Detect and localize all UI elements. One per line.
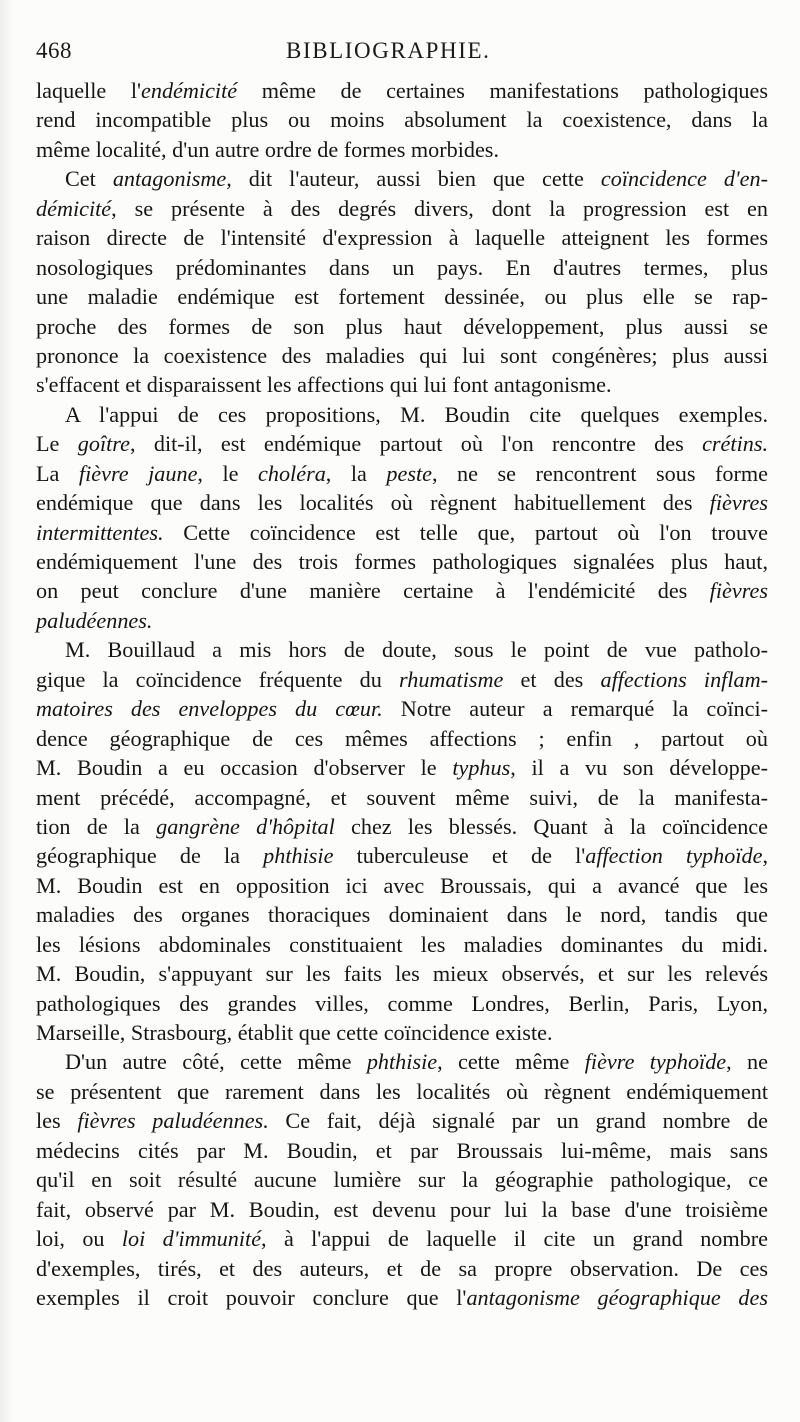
text-line xyxy=(36,400,768,429)
text-line xyxy=(36,841,768,870)
text-line xyxy=(36,1283,768,1312)
text-run: , ne se rencontrent sous forme xyxy=(431,460,768,486)
text-run: endémique que dans les localités où règnent habituellement des xyxy=(36,490,710,516)
text-line xyxy=(36,959,768,988)
page-number: 468 xyxy=(36,38,72,63)
text-line xyxy=(36,370,768,399)
text-run: M. Boudin est en opposition ici avec Broussais, qui a avancé que les xyxy=(36,872,768,898)
italic-term: affections inflam- xyxy=(600,666,768,692)
text-line xyxy=(36,547,768,576)
text-run: les lésions abdominales constituaient les maladies dominantes du midi. xyxy=(36,931,768,957)
text-line xyxy=(36,812,768,841)
text-run: proche des formes de son plus haut développement, plus aussi se xyxy=(36,313,768,339)
text-run: qu'il en soit résulté aucune lumière sur la géographie pathologique, ce xyxy=(36,1167,768,1193)
text-run: les xyxy=(36,1108,78,1134)
text-run: tion de la xyxy=(36,813,157,839)
text-line xyxy=(36,606,768,635)
text-run: d'exemples, tirés, et des auteurs, et de sa propre observation. De ces xyxy=(36,1255,768,1281)
italic-term: peste xyxy=(386,460,432,486)
text-line xyxy=(36,164,768,193)
italic-term: coïncidence d'en- xyxy=(600,166,768,192)
text-run: endémiquement l'une des trois formes pathologiques signalées plus haut, xyxy=(36,549,768,574)
text-run: tuberculeuse et de l' xyxy=(333,843,586,869)
text-line xyxy=(36,900,768,929)
text-line xyxy=(36,429,768,458)
text-run: Marseille, Strasbourg, établit que cette coïncidence existe. xyxy=(36,1020,553,1045)
text-run: D'un autre côté, cette même xyxy=(65,1049,367,1075)
italic-term: intermittentes. xyxy=(36,519,164,545)
text-run: géographique de la xyxy=(36,843,264,869)
text-run: , xyxy=(762,843,768,869)
text-run: , se présente à des degrés divers, dont la progression est en xyxy=(111,195,768,221)
italic-term: fièvres paludéennes. xyxy=(77,1108,269,1134)
text-line xyxy=(36,312,768,341)
text-run: , il a vu son développe- xyxy=(510,755,768,781)
text-run: , le xyxy=(197,460,259,486)
text-run: chez les blessés. Quant à la coïncidence xyxy=(334,813,768,839)
text-run: , dit-il, est endémique partout où l'on rencontre des xyxy=(129,431,703,457)
text-run: , à l'appui de laquelle il cite un grand nombre xyxy=(261,1226,768,1252)
italic-term: paludéennes. xyxy=(36,607,153,633)
text-line xyxy=(36,871,768,900)
text-run: A l'appui de ces propositions, M. Boudin cite quelques exemples. xyxy=(65,401,768,427)
italic-term: phthisie xyxy=(263,843,334,869)
text-line xyxy=(36,341,768,370)
italic-term: matoires des enveloppes du cœur. xyxy=(36,696,383,722)
text-line xyxy=(36,105,768,134)
text-run: Notre auteur a remarqué la coïnci- xyxy=(382,696,768,722)
text-run: pathologiques des grandes villes, comme Londres, Berlin, Paris, Lyon, xyxy=(36,990,768,1016)
text-run: , ne xyxy=(726,1049,768,1075)
text-line xyxy=(36,1077,768,1106)
text-line xyxy=(36,459,768,488)
text-run: Le xyxy=(36,431,78,457)
text-run: maladies des organes thoraciques dominaient dans le nord, tandis que xyxy=(36,902,768,928)
text-run: M. Bouillaud a mis hors de doute, sous le point de vue patholo- xyxy=(65,637,768,663)
italic-term: démicité xyxy=(36,195,112,221)
text-line xyxy=(36,1136,768,1165)
italic-term: affection typhoïde xyxy=(585,843,763,869)
italic-term: antagonisme géographique des xyxy=(466,1284,769,1310)
text-run: se présentent que rarement dans les localités où règnent endémiquement xyxy=(36,1078,768,1104)
text-line xyxy=(36,724,768,753)
running-title: BIBLIOGRAPHIE. xyxy=(286,38,491,63)
text-line xyxy=(36,1254,768,1283)
italic-term: gangrène d'hôpital xyxy=(156,813,335,839)
italic-term: rhumatisme xyxy=(399,666,504,692)
text-line xyxy=(36,518,768,547)
text-run: Cette coïncidence est telle que, partout où l'on trouve xyxy=(163,519,768,545)
text-run: médecins cités par M. Boudin, et par Broussais lui-même, mais sans xyxy=(36,1137,768,1163)
italic-term: antagonisme, xyxy=(112,166,232,192)
italic-term: fièvres xyxy=(709,578,768,604)
italic-term: crétins. xyxy=(702,431,769,457)
text-run: Ce fait, déjà signalé par un grand nombre de xyxy=(268,1108,768,1134)
text-line xyxy=(36,1106,768,1135)
text-run: dence géographique de ces mêmes affections ; enfin , partout où xyxy=(36,725,768,751)
italic-term: phthisie xyxy=(366,1049,438,1075)
text-line xyxy=(36,1224,768,1253)
italic-term: fièvre jaune xyxy=(78,460,198,486)
text-run: laquelle l' xyxy=(36,78,141,103)
text-run: même de certaines manifestations pathologiques xyxy=(237,78,768,103)
text-line xyxy=(36,930,768,959)
text-line xyxy=(36,1165,768,1194)
text-line xyxy=(36,1018,768,1047)
text-run: raison directe de l'intensité d'expression à laquelle atteignent les formes xyxy=(36,225,768,251)
text-line xyxy=(36,694,768,723)
text-run: Cet xyxy=(65,166,113,192)
text-run: prononce la coexistence des maladies qui lui sont congénères; plus aussi xyxy=(36,342,768,368)
text-run: M. Boudin, s'appuyant sur les faits les mieux observés, et sur les relevés xyxy=(36,961,768,987)
text-run: loi, ou xyxy=(36,1226,122,1252)
text-line xyxy=(36,194,768,223)
text-line xyxy=(36,282,768,311)
text-run: et des xyxy=(503,666,601,692)
italic-term: fièvres xyxy=(709,490,768,516)
text-run: nosologiques prédominantes dans un pays. En d'autres termes, plus xyxy=(36,254,768,280)
text-line xyxy=(36,576,768,605)
text-run: exemples il croit pouvoir conclure que l' xyxy=(36,1284,467,1310)
text-run: rend incompatible plus ou moins absolument la coexistence, dans la xyxy=(36,107,768,133)
running-head xyxy=(36,38,768,72)
italic-term: fièvre typhoïde xyxy=(584,1049,727,1075)
text-run: on peut conclure d'une manière certaine à l'endémicité des xyxy=(36,578,710,604)
text-line xyxy=(36,488,768,517)
italic-term: loi d'immunité xyxy=(121,1226,262,1252)
text-run: s'effacent et disparaissent les affections qui lui font antagonisme. xyxy=(36,372,612,398)
text-run: une maladie endémique est fortement dessinée, ou plus elle se rap- xyxy=(36,284,768,310)
body-text xyxy=(36,76,768,1312)
text-line xyxy=(36,753,768,782)
text-run: M. Boudin a eu occasion d'observer le xyxy=(36,755,453,781)
text-run: , la xyxy=(325,460,387,486)
text-line xyxy=(36,76,768,105)
italic-term: typhus xyxy=(452,755,511,781)
text-line xyxy=(36,253,768,282)
text-line xyxy=(36,135,768,164)
text-run: , cette même xyxy=(437,1049,585,1075)
text-line xyxy=(36,223,768,252)
text-line xyxy=(36,665,768,694)
text-line xyxy=(36,783,768,812)
text-run: La xyxy=(36,460,79,486)
text-run: gique la coïncidence fréquente du xyxy=(36,666,400,692)
text-line xyxy=(36,989,768,1018)
text-line xyxy=(36,1195,768,1224)
text-run: même localité, d'un autre ordre de formes morbides. xyxy=(36,136,499,162)
text-run: fait, observé par M. Boudin, est devenu pour lui la base d'une troisième xyxy=(36,1196,768,1222)
italic-term: choléra xyxy=(258,460,326,486)
text-line xyxy=(36,1047,768,1076)
italic-term: goître xyxy=(77,431,130,457)
text-line xyxy=(36,635,768,664)
text-run: ment précédé, accompagné, et souvent même suivi, de la manifesta- xyxy=(36,784,768,810)
italic-term: endémicité xyxy=(141,78,238,103)
text-run: dit l'auteur, aussi bien que cette xyxy=(231,166,601,192)
